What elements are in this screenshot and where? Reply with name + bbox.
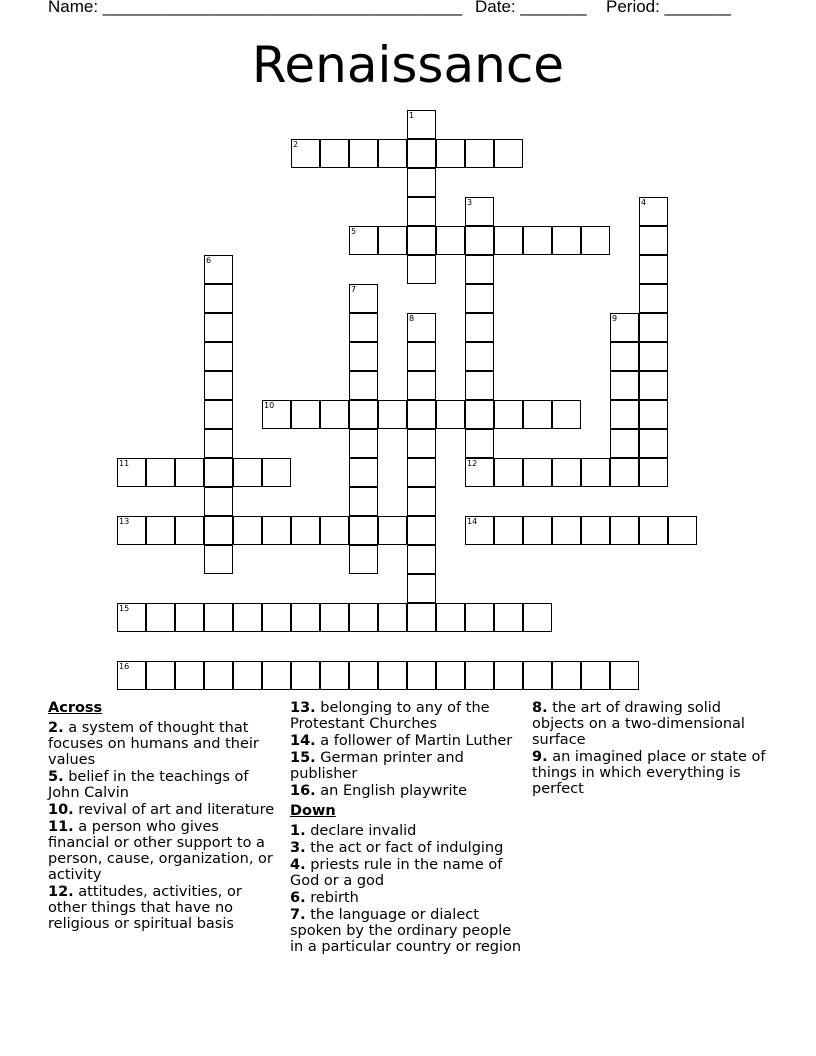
grid-cell[interactable] bbox=[349, 313, 378, 342]
grid-cell[interactable] bbox=[552, 458, 581, 487]
grid-cell[interactable] bbox=[349, 516, 378, 545]
clue-number: 14. bbox=[290, 733, 316, 749]
grid-cell[interactable] bbox=[233, 458, 262, 487]
grid-cell[interactable] bbox=[146, 516, 175, 545]
date-field[interactable]: Date: _______ bbox=[475, 0, 587, 16]
clue-number-label: 14 bbox=[467, 517, 478, 526]
grid-cell[interactable] bbox=[175, 603, 204, 632]
across-heading: Across bbox=[48, 700, 103, 716]
grid-cell[interactable] bbox=[204, 313, 233, 342]
clue-number-label: 12 bbox=[467, 459, 478, 468]
grid-cell[interactable] bbox=[378, 139, 407, 168]
grid-cell[interactable] bbox=[465, 371, 494, 400]
clue-text: the act or fact of indulging bbox=[310, 840, 504, 856]
clue-number: 16. bbox=[290, 783, 316, 799]
grid-cell[interactable] bbox=[581, 226, 610, 255]
grid-cell[interactable] bbox=[552, 400, 581, 429]
clue-text: an English playwrite bbox=[320, 783, 468, 799]
grid-cell[interactable] bbox=[349, 371, 378, 400]
grid-cell[interactable] bbox=[378, 661, 407, 690]
clue-number: 15. bbox=[290, 750, 316, 766]
grid-cell[interactable] bbox=[407, 545, 436, 574]
clue-down-7 bbox=[290, 907, 528, 955]
clue-down-6 bbox=[290, 890, 528, 906]
name-field[interactable]: Name: ______________________________________ bbox=[48, 0, 463, 16]
grid-cell[interactable] bbox=[349, 487, 378, 516]
grid-cell[interactable] bbox=[204, 603, 233, 632]
grid-cell[interactable] bbox=[407, 313, 436, 342]
grid-cell[interactable] bbox=[494, 139, 523, 168]
grid-cell[interactable] bbox=[204, 429, 233, 458]
clue-number-label: 3 bbox=[467, 198, 473, 207]
grid-cell[interactable] bbox=[175, 661, 204, 690]
grid-cell[interactable] bbox=[639, 313, 668, 342]
grid-cell[interactable] bbox=[117, 516, 146, 545]
grid-cell[interactable] bbox=[262, 400, 291, 429]
grid-cell[interactable] bbox=[639, 371, 668, 400]
clue-number: 1. bbox=[290, 823, 306, 839]
clue-number-label: 7 bbox=[351, 285, 357, 294]
grid-cell[interactable] bbox=[407, 487, 436, 516]
grid-cell[interactable] bbox=[407, 603, 436, 632]
clue-across-2 bbox=[48, 720, 280, 768]
grid-cell[interactable] bbox=[465, 197, 494, 226]
grid-cell[interactable] bbox=[494, 516, 523, 545]
grid-cell[interactable] bbox=[378, 226, 407, 255]
grid-cell[interactable] bbox=[639, 400, 668, 429]
grid-cell[interactable] bbox=[639, 226, 668, 255]
clue-text: declare invalid bbox=[310, 823, 417, 839]
grid-cell[interactable] bbox=[320, 661, 349, 690]
clue-across-14 bbox=[290, 733, 528, 749]
clue-across-5 bbox=[48, 769, 280, 801]
clue-across-13 bbox=[290, 700, 528, 732]
grid-cell[interactable] bbox=[465, 284, 494, 313]
grid-cell[interactable] bbox=[407, 226, 436, 255]
grid-cell[interactable] bbox=[610, 313, 639, 342]
grid-cell[interactable] bbox=[639, 342, 668, 371]
grid-cell[interactable] bbox=[204, 400, 233, 429]
grid-cell[interactable] bbox=[523, 516, 552, 545]
grid-cell[interactable] bbox=[349, 603, 378, 632]
grid-cell[interactable] bbox=[639, 516, 668, 545]
grid-cell[interactable] bbox=[407, 458, 436, 487]
grid-cell[interactable] bbox=[204, 284, 233, 313]
grid-cell[interactable] bbox=[639, 284, 668, 313]
clue-text: priests rule in the name of God or a god bbox=[290, 857, 503, 889]
grid-cell[interactable] bbox=[465, 661, 494, 690]
clue-number: 5. bbox=[48, 769, 64, 785]
grid-cell[interactable] bbox=[407, 516, 436, 545]
clue-text: German printer and publisher bbox=[290, 750, 464, 782]
grid-cell[interactable] bbox=[552, 516, 581, 545]
clue-across-11 bbox=[48, 819, 280, 883]
clue-text: a system of thought that focuses on humans and their values bbox=[48, 720, 259, 768]
grid-cell[interactable] bbox=[436, 400, 465, 429]
grid-cell[interactable] bbox=[465, 429, 494, 458]
grid-cell[interactable] bbox=[465, 516, 494, 545]
clue-number: 4. bbox=[290, 857, 306, 873]
grid-cell[interactable] bbox=[639, 255, 668, 284]
clue-number-label: 5 bbox=[351, 227, 357, 236]
grid-cell[interactable] bbox=[523, 661, 552, 690]
grid-cell[interactable] bbox=[407, 197, 436, 226]
clue-number: 13. bbox=[290, 700, 316, 716]
grid-cell[interactable] bbox=[262, 516, 291, 545]
grid-cell[interactable] bbox=[407, 168, 436, 197]
grid-cell[interactable] bbox=[610, 342, 639, 371]
grid-cell[interactable] bbox=[175, 516, 204, 545]
clues-column-3 bbox=[532, 700, 770, 798]
clue-text: attitudes, activities, or other things that have no religious or spiritual basis bbox=[48, 884, 242, 932]
clue-number: 8. bbox=[532, 700, 548, 716]
clues-column-2 bbox=[290, 700, 528, 956]
clue-number-label: 11 bbox=[119, 459, 130, 468]
grid-cell[interactable] bbox=[523, 226, 552, 255]
clue-number: 11. bbox=[48, 819, 74, 835]
grid-cell[interactable] bbox=[494, 400, 523, 429]
grid-cell[interactable] bbox=[117, 603, 146, 632]
clue-number-label: 16 bbox=[119, 662, 130, 671]
clue-number-label: 15 bbox=[119, 604, 130, 613]
grid-cell[interactable] bbox=[349, 342, 378, 371]
grid-cell[interactable] bbox=[407, 429, 436, 458]
clue-number-label: 4 bbox=[641, 198, 647, 207]
clue-number-label: 1 bbox=[409, 111, 415, 120]
grid-cell[interactable] bbox=[610, 429, 639, 458]
clue-across-12 bbox=[48, 884, 280, 932]
grid-cell[interactable] bbox=[349, 661, 378, 690]
clue-text: the language or dialect spoken by the ordinary people in a particular country or region bbox=[290, 907, 522, 955]
grid-cell[interactable] bbox=[204, 661, 233, 690]
clue-number-label: 6 bbox=[206, 256, 212, 265]
grid-cell[interactable] bbox=[291, 400, 320, 429]
grid-cell[interactable] bbox=[552, 661, 581, 690]
grid-cell[interactable] bbox=[465, 313, 494, 342]
grid-cell[interactable] bbox=[349, 545, 378, 574]
grid-cell[interactable] bbox=[523, 603, 552, 632]
grid-cell[interactable] bbox=[552, 226, 581, 255]
clue-down-8 bbox=[532, 700, 770, 748]
grid-cell[interactable] bbox=[291, 516, 320, 545]
across-clues-column-1 bbox=[48, 700, 280, 933]
grid-cell[interactable] bbox=[233, 603, 262, 632]
grid-cell[interactable] bbox=[146, 603, 175, 632]
grid-cell[interactable] bbox=[349, 458, 378, 487]
grid-cell[interactable] bbox=[204, 545, 233, 574]
grid-cell[interactable] bbox=[581, 458, 610, 487]
grid-cell[interactable] bbox=[378, 516, 407, 545]
grid-cell[interactable] bbox=[204, 371, 233, 400]
clue-number-label: 9 bbox=[612, 314, 618, 323]
grid-cell[interactable] bbox=[407, 342, 436, 371]
clue-text: the art of drawing solid objects on a two-dimensional surface bbox=[532, 700, 745, 748]
grid-cell[interactable] bbox=[262, 458, 291, 487]
grid-cell[interactable] bbox=[146, 458, 175, 487]
clue-down-3 bbox=[290, 840, 528, 856]
grid-cell[interactable] bbox=[610, 516, 639, 545]
grid-cell[interactable] bbox=[320, 400, 349, 429]
grid-cell[interactable] bbox=[436, 226, 465, 255]
clue-text: belief in the teachings of John Calvin bbox=[48, 769, 249, 801]
grid-cell[interactable] bbox=[349, 400, 378, 429]
grid-cell[interactable] bbox=[291, 603, 320, 632]
grid-cell[interactable] bbox=[436, 603, 465, 632]
grid-cell[interactable] bbox=[407, 139, 436, 168]
clue-number: 12. bbox=[48, 884, 74, 900]
grid-cell[interactable] bbox=[175, 458, 204, 487]
grid-cell[interactable] bbox=[581, 661, 610, 690]
clue-text: a person who gives financial or other support to a person, cause, organization, or activity bbox=[48, 819, 273, 883]
grid-cell[interactable] bbox=[465, 342, 494, 371]
grid-cell[interactable] bbox=[320, 139, 349, 168]
grid-cell[interactable] bbox=[407, 574, 436, 603]
grid-cell[interactable] bbox=[320, 603, 349, 632]
grid-cell[interactable] bbox=[262, 661, 291, 690]
grid-cell[interactable] bbox=[204, 458, 233, 487]
grid-cell[interactable] bbox=[465, 139, 494, 168]
clue-number: 3. bbox=[290, 840, 306, 856]
clue-across-10 bbox=[48, 802, 280, 818]
clue-text: belonging to any of the Protestant Churches bbox=[290, 700, 490, 732]
page-title: Renaissance bbox=[251, 36, 565, 94]
grid-cell[interactable] bbox=[465, 458, 494, 487]
grid-cell[interactable] bbox=[465, 400, 494, 429]
grid-cell[interactable] bbox=[639, 458, 668, 487]
grid-cell[interactable] bbox=[494, 226, 523, 255]
grid-cell[interactable] bbox=[378, 400, 407, 429]
grid-cell[interactable] bbox=[610, 458, 639, 487]
clue-across-16 bbox=[290, 783, 528, 799]
grid-cell[interactable] bbox=[233, 516, 262, 545]
grid-cell[interactable] bbox=[494, 661, 523, 690]
grid-cell[interactable] bbox=[349, 284, 378, 313]
grid-cell[interactable] bbox=[291, 661, 320, 690]
grid-cell[interactable] bbox=[610, 371, 639, 400]
clue-number: 6. bbox=[290, 890, 306, 906]
grid-cell[interactable] bbox=[204, 516, 233, 545]
clue-text: an imagined place or state of things in which everything is perfect bbox=[532, 749, 766, 797]
grid-cell[interactable] bbox=[262, 603, 291, 632]
grid-cell[interactable] bbox=[407, 661, 436, 690]
grid-cell[interactable] bbox=[610, 661, 639, 690]
clue-text: revival of art and literature bbox=[78, 802, 275, 818]
clue-across-15 bbox=[290, 750, 528, 782]
grid-cell[interactable] bbox=[436, 139, 465, 168]
grid-cell[interactable] bbox=[204, 487, 233, 516]
grid-cell[interactable] bbox=[204, 342, 233, 371]
clue-down-4 bbox=[290, 857, 528, 889]
grid-cell[interactable] bbox=[610, 400, 639, 429]
grid-cell[interactable] bbox=[407, 110, 436, 139]
clue-text: rebirth bbox=[310, 890, 359, 906]
grid-cell[interactable] bbox=[639, 429, 668, 458]
clue-number: 9. bbox=[532, 749, 548, 765]
grid-cell[interactable] bbox=[146, 661, 175, 690]
grid-cell[interactable] bbox=[349, 139, 378, 168]
grid-cell[interactable] bbox=[494, 458, 523, 487]
grid-cell[interactable] bbox=[378, 603, 407, 632]
clue-number: 7. bbox=[290, 907, 306, 923]
grid-cell[interactable] bbox=[523, 458, 552, 487]
grid-cell[interactable] bbox=[639, 197, 668, 226]
down-heading: Down bbox=[290, 803, 336, 819]
grid-cell[interactable] bbox=[407, 255, 436, 284]
grid-cell[interactable] bbox=[291, 139, 320, 168]
grid-cell[interactable] bbox=[436, 661, 465, 690]
grid-cell[interactable] bbox=[233, 661, 262, 690]
grid-cell[interactable] bbox=[581, 516, 610, 545]
grid-cell[interactable] bbox=[407, 371, 436, 400]
grid-cell[interactable] bbox=[320, 516, 349, 545]
grid-cell[interactable] bbox=[117, 661, 146, 690]
period-field[interactable]: Period: _______ bbox=[606, 0, 731, 16]
grid-cell[interactable] bbox=[117, 458, 146, 487]
clue-number-label: 8 bbox=[409, 314, 415, 323]
clue-number: 2. bbox=[48, 720, 64, 736]
clue-number-label: 2 bbox=[293, 140, 299, 149]
clue-down-1 bbox=[290, 823, 528, 839]
clue-text: a follower of Martin Luther bbox=[320, 733, 513, 749]
clue-number-label: 10 bbox=[264, 401, 275, 410]
grid-cell[interactable] bbox=[349, 429, 378, 458]
grid-cell[interactable] bbox=[668, 516, 697, 545]
grid-cell[interactable] bbox=[494, 603, 523, 632]
grid-cell[interactable] bbox=[465, 226, 494, 255]
clue-number-label: 13 bbox=[119, 517, 130, 526]
clue-down-9 bbox=[532, 749, 770, 797]
grid-cell[interactable] bbox=[465, 255, 494, 284]
grid-cell[interactable] bbox=[523, 400, 552, 429]
grid-cell[interactable] bbox=[407, 400, 436, 429]
grid-cell[interactable] bbox=[465, 603, 494, 632]
grid-cell[interactable] bbox=[204, 255, 233, 284]
clue-number: 10. bbox=[48, 802, 74, 818]
grid-cell[interactable] bbox=[349, 226, 378, 255]
